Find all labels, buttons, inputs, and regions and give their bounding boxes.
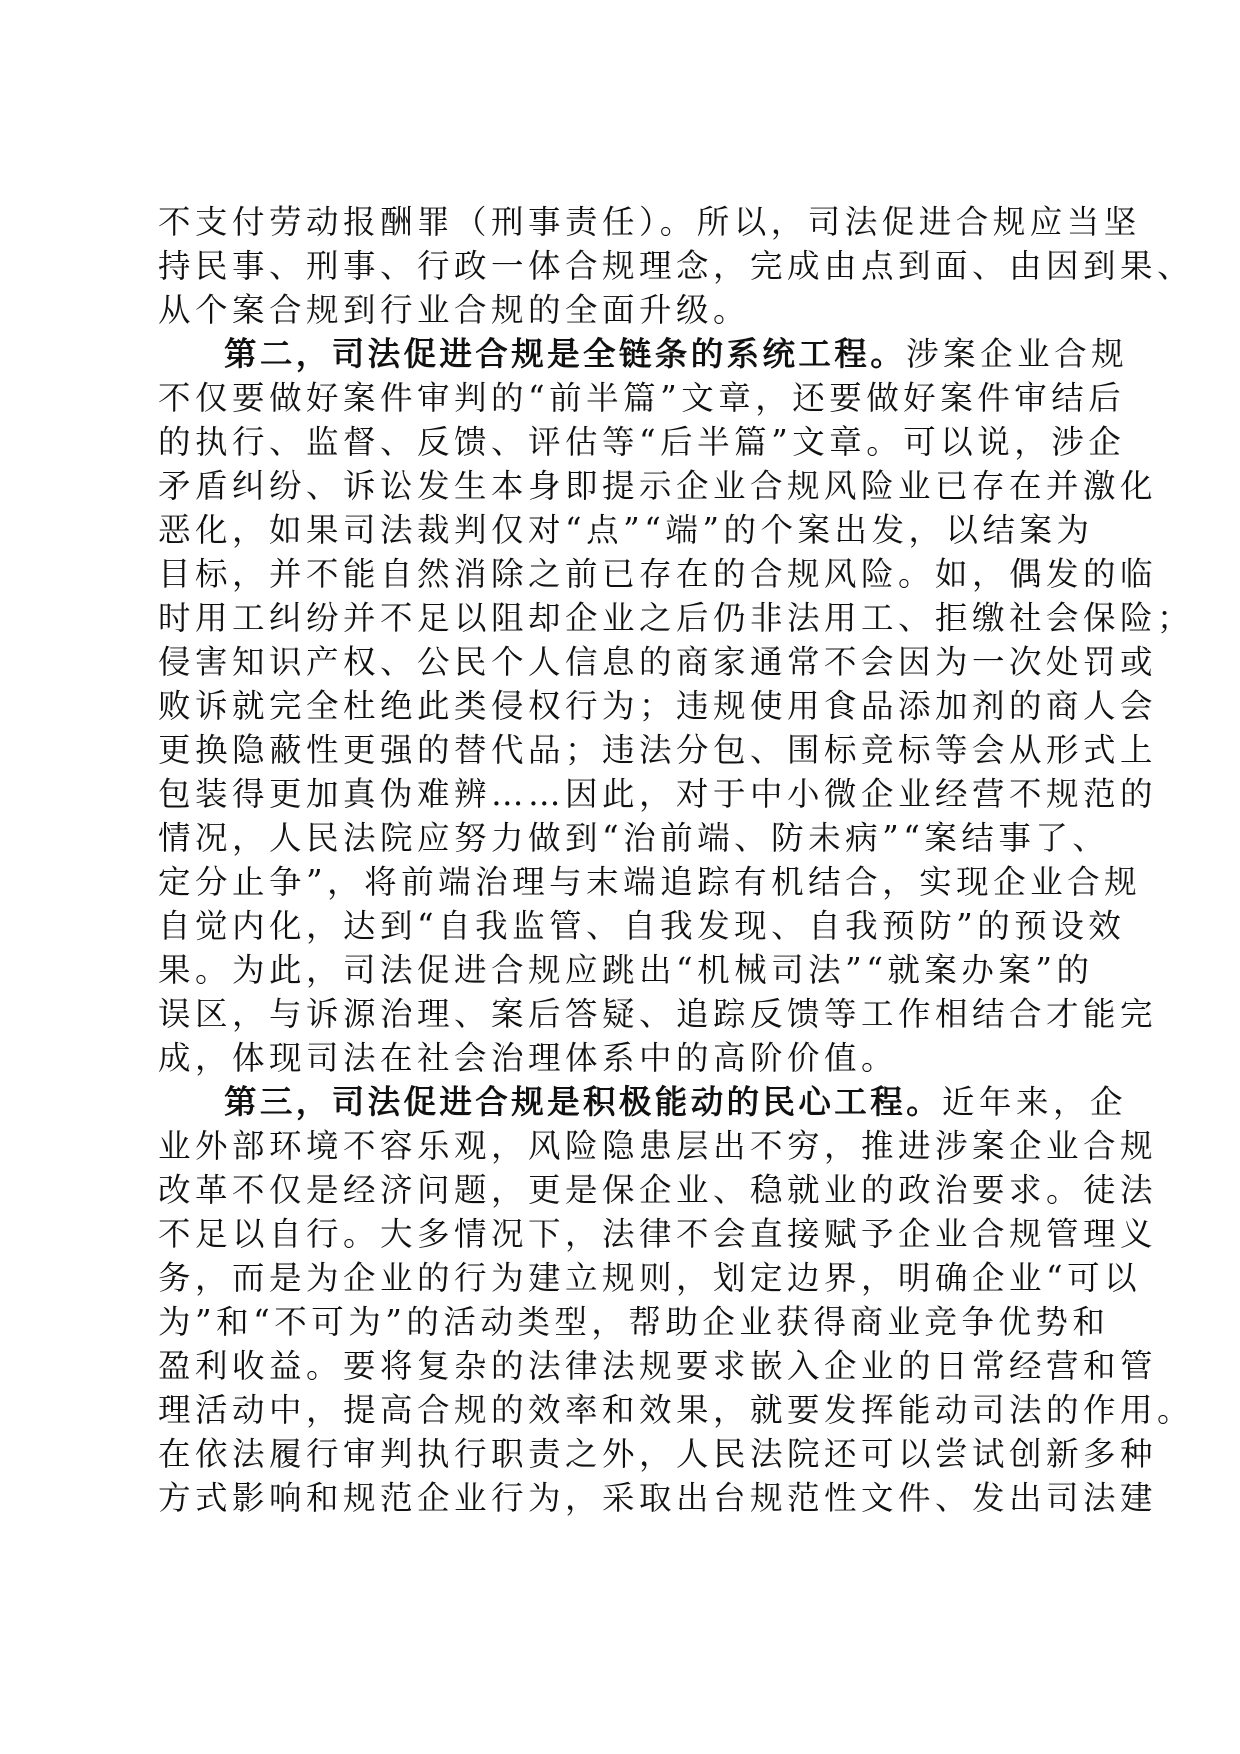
text-line: 定分止争”，将前端治理与末端追踪有机结合，实现企业合规 xyxy=(158,863,1142,901)
text-line: 目标，并不能自然消除之前已存在的合规风险。如，偶发的临 xyxy=(158,555,1158,593)
text-line: 从个案合规到行业合规的全面升级。 xyxy=(158,291,751,329)
text-line: 盈利收益。要将复杂的法律法规要求嵌入企业的日常经营和管 xyxy=(158,1347,1158,1385)
text-line: 改革不仅是经济问题，更是保企业、稳就业的政治要求。徒法 xyxy=(158,1171,1158,1209)
document-body xyxy=(158,200,1195,1520)
text-line: 更换隐蔽性更强的替代品；违法分包、围标竞标等会从形式上 xyxy=(158,731,1158,769)
text-line: 误区，与诉源治理、案后答疑、追踪反馈等工作相结合才能完 xyxy=(158,995,1158,1033)
paragraph-heading: 第三，司法促进合规是积极能动的民心工程。 xyxy=(224,1082,943,1121)
text-line: 不足以自行。大多情况下，法律不会直接赋予企业合规管理义 xyxy=(158,1215,1158,1253)
text-line: 理活动中，提高合规的效率和效果，就要发挥能动司法的作用。 xyxy=(158,1391,1195,1429)
text-line: 自觉内化，达到“自我监管、自我发现、自我预防”的预设效 xyxy=(158,907,1126,945)
paragraph-first-line xyxy=(158,332,1129,376)
text-line: 侵害知识产权、公民个人信息的商家通常不会因为一次处罚或 xyxy=(158,643,1158,681)
paragraph-heading: 第二，司法促进合规是全链条的系统工程。 xyxy=(224,334,907,373)
text-span: 涉案企业合规 xyxy=(906,335,1129,373)
text-line: 方式影响和规范企业行为，采取出台规范性文件、发出司法建 xyxy=(158,1479,1158,1517)
text-line: 不仅要做好案件审判的“前半篇”文章，还要做好案件审结后 xyxy=(158,379,1126,417)
text-span: 近年来，企 xyxy=(942,1083,1128,1121)
text-line: 成，体现司法在社会治理体系中的高阶价值。 xyxy=(158,1039,899,1077)
text-line: 持民事、刑事、行政一体合规理念，完成由点到面、由因到果、 xyxy=(158,247,1195,285)
text-line: 恶化，如果司法裁判仅对“点”“端”的个案出发，以结案为 xyxy=(158,511,1094,549)
text-line: 务，而是为企业的行为建立规则，划定边界，明确企业“可以 xyxy=(158,1259,1142,1297)
paragraph-first-line xyxy=(158,1080,1128,1124)
text-line: 败诉就完全杜绝此类侵权行为；违规使用食品添加剂的商人会 xyxy=(158,687,1158,725)
text-line: 在依法履行审判执行职责之外，人民法院还可以尝试创新多种 xyxy=(158,1435,1158,1473)
text-line: 不支付劳动报酬罪（刑事责任）。所以，司法促进合规应当坚 xyxy=(158,203,1141,241)
text-line: 的执行、监督、反馈、评估等“后半篇”文章。可以说，涉企 xyxy=(158,423,1126,461)
text-line: 包装得更加真伪难辨……因此，对于中小微企业经营不规范的 xyxy=(158,775,1158,813)
text-line: 矛盾纠纷、诉讼发生本身即提示企业合规风险业已存在并激化 xyxy=(158,467,1158,505)
text-line: 果。为此，司法促进合规应跳出“机械司法”“就案办案”的 xyxy=(158,951,1094,989)
text-line: 为”和“不可为”的活动类型，帮助企业获得商业竞争优势和 xyxy=(158,1303,1110,1341)
text-line: 业外部环境不容乐观，风险隐患层出不穷，推进涉案企业合规 xyxy=(158,1127,1158,1165)
text-line: 时用工纠纷并不足以阻却企业之后仍非法用工、拒缴社会保险； xyxy=(158,599,1195,637)
text-line: 情况，人民法院应努力做到“治前端、防未病”“案结事了、 xyxy=(158,819,1110,857)
